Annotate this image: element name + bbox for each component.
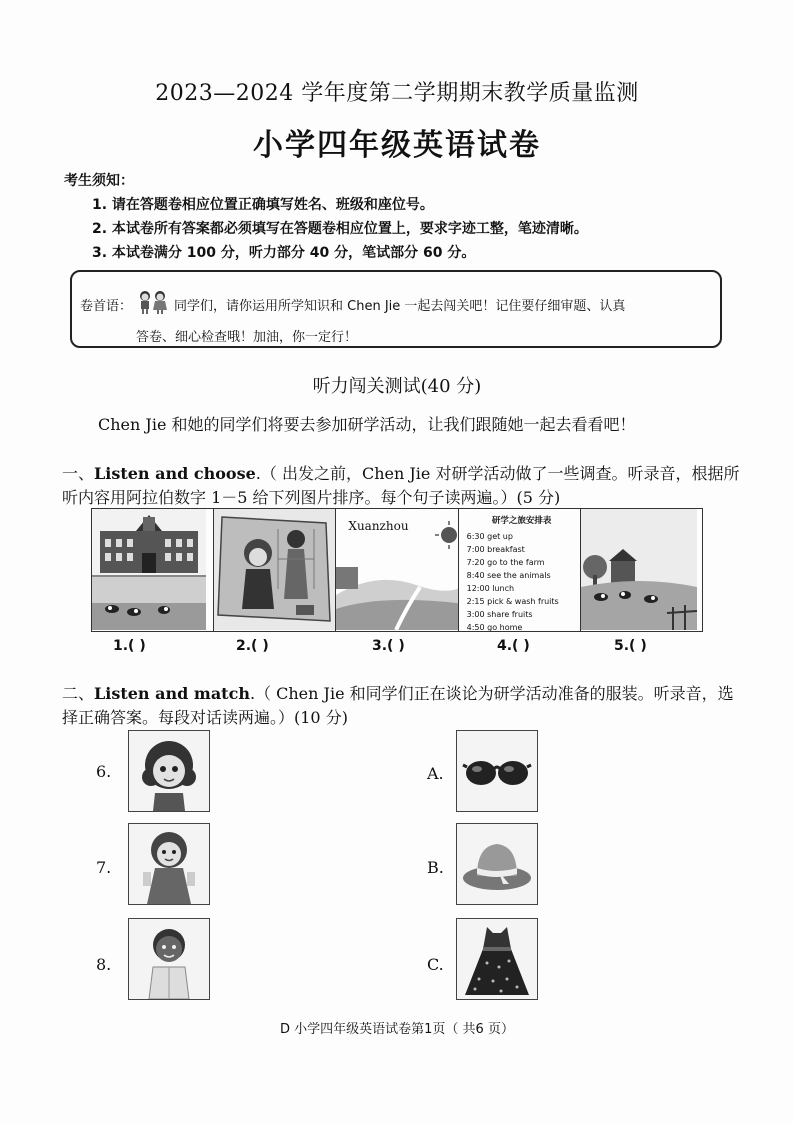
answer-blank-4[interactable]: 4.( ) <box>497 638 530 654</box>
kids-icon <box>136 290 170 318</box>
schedule-row: 8:40 see the animals <box>466 571 551 580</box>
girl-dress-picture <box>128 823 210 905</box>
question-1-number: 一、 <box>62 464 95 483</box>
notice-item-1: 1. 请在答题卷相应位置正确填写姓名、班级和座位号。 <box>92 197 434 213</box>
schedule-title: 研学之旅安排表 <box>491 516 552 526</box>
question-1-picture-strip <box>91 508 703 632</box>
schedule-card <box>467 515 577 631</box>
person-label-8: 8. <box>96 955 112 974</box>
question-2-instruction: .（ Chen Jie 和同学们正在谈论为研学活动准备的服装。听录音，选择正确答案。每段对话读两遍。）(10 分) <box>62 684 734 727</box>
notice-item-3: 3. 本试卷满分 100 分，听力部分 40 分，笔试部分 60 分。 <box>92 245 476 261</box>
picture-school-farm <box>92 509 214 631</box>
exam-title-line2: 小学四年级英语试卷 <box>253 128 541 163</box>
schedule-row: 12:00 lunch <box>466 584 515 593</box>
preface-line1 <box>80 290 625 318</box>
preface-text1: 同学们，请你运用所学知识和 Chen Jie 一起去闯关吧！记住要仔细审题、认真 <box>174 298 626 314</box>
notice-heading: 考生须知： <box>64 173 134 189</box>
preface-label: 卷首语： <box>80 298 133 314</box>
girl-portrait-picture <box>128 730 210 812</box>
notice-item-2: 2. 本试卷所有答案都必须填写在答题卷相应位置上，要求字迹工整，笔迹清晰。 <box>92 221 588 237</box>
picture-schedule <box>459 509 581 631</box>
question-2-number: 二、 <box>62 684 95 703</box>
option-label-b: B. <box>427 858 444 877</box>
answer-blank-1[interactable]: 1.( ) <box>113 638 146 654</box>
picture-xuanzhou <box>336 509 458 631</box>
schedule-row: 7:00 breakfast <box>466 545 525 554</box>
hat-picture <box>456 823 538 905</box>
option-label-a: A. <box>427 764 444 783</box>
picture-farm <box>581 509 702 631</box>
schedule-row: 3:00 share fruits <box>466 610 533 619</box>
question-2-title: Listen and match <box>94 684 250 703</box>
preface-line2: 答卷、细心检查哦！加油，你一定行！ <box>136 330 358 345</box>
schedule-row: 4:50 go home <box>466 623 523 631</box>
listening-section-title: 听力闯关测试(40 分) <box>312 376 482 397</box>
dress-picture <box>456 918 538 1000</box>
question-1-instruction: .（ 出发之前，Chen Jie 对研学活动做了一些调查。听录音，根据所听内容用阿拉伯数字 1－5 给下列图片排序。每个句子读两遍。）(5 分) <box>62 464 740 507</box>
picture-girl-fruits <box>214 509 336 631</box>
picture-xuanzhou-label: Xuanzhou <box>348 519 409 533</box>
listening-intro: Chen Jie 和她的同学们将要去参加研学活动，让我们跟随她一起去看看吧！ <box>98 415 636 434</box>
person-label-7: 7. <box>96 858 112 877</box>
page-footer: D 小学四年级英语试卷第1页（ 共6 页） <box>280 1022 514 1037</box>
schedule-row: 7:20 go to the farm <box>466 558 545 567</box>
exam-title-line1: 2023—2024 学年度第二学期期末教学质量监测 <box>155 81 639 106</box>
question-1-heading <box>62 462 742 510</box>
person-label-6: 6. <box>96 762 112 781</box>
option-label-c: C. <box>427 955 444 974</box>
schedule-row: 2:15 pick & wash fruits <box>466 597 559 606</box>
sunglasses-picture <box>456 730 538 812</box>
question-1-title: Listen and choose <box>94 464 256 483</box>
answer-blank-5[interactable]: 5.( ) <box>614 638 647 654</box>
sun-icon <box>435 521 458 549</box>
schedule-row: 6:30 get up <box>466 532 513 541</box>
answer-blank-2[interactable]: 2.( ) <box>236 638 269 654</box>
question-2-heading <box>62 682 742 730</box>
boy-picture <box>128 918 210 1000</box>
answer-blank-3[interactable]: 3.( ) <box>372 638 405 654</box>
